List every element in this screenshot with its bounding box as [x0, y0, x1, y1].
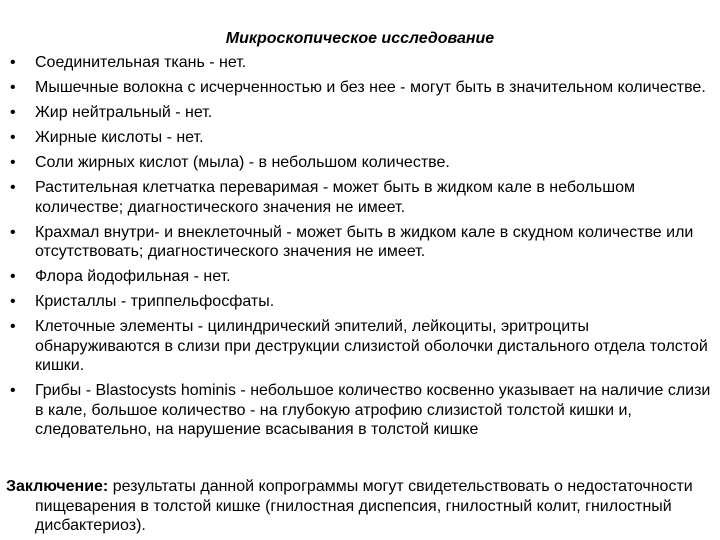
- bullet-icon: •: [10, 382, 16, 399]
- bullet-icon: •: [10, 179, 16, 196]
- list-item-text: Соединительная ткань - нет.: [35, 54, 247, 71]
- bullet-icon: •: [10, 223, 16, 241]
- list-item-text: Флора йодофильная - нет.: [35, 268, 231, 285]
- conclusion-label: Заключение:: [6, 478, 109, 495]
- list-item: [0, 178, 716, 217]
- list-item-text: Жирные кислоты - нет.: [35, 129, 204, 146]
- list-item-text: Кристаллы - триппельфосфаты.: [35, 293, 275, 310]
- list-item: [0, 78, 716, 98]
- list-item: [0, 381, 716, 440]
- list-item: [0, 53, 716, 73]
- list-item-text: Мышечные волокна с исчерченностью и без нее - могут быть в значительном количестве.: [35, 79, 706, 96]
- list-item-text: Клеточные элементы - цилиндрический эпителий, лейкоциты, эритроциты обнаруживаются в слизи при деструкции слизистой оболочки дистального отдела толстой кишки.: [35, 318, 708, 374]
- list-item: [0, 317, 716, 376]
- list-item: [0, 223, 716, 262]
- list-item: [0, 292, 716, 312]
- conclusion-text: результаты данной копрограммы могут свидетельствовать о недостаточности пищеварения в толстой кишке (гнилостная диспепсия, гнилостный колит, гнилостный дисбактериоз).: [35, 478, 693, 534]
- bullet-icon: •: [10, 54, 16, 71]
- bullet-icon: •: [10, 129, 16, 146]
- bullet-icon: •: [10, 318, 16, 335]
- list-item-text: Растительная клетчатка переваримая - может быть в жидком кале в небольшом количестве; диагностического значения не имеет.: [35, 179, 635, 216]
- bullet-icon: •: [10, 104, 16, 121]
- list-item: [0, 128, 716, 148]
- list-item-text: Крахмал внутри- и внеклеточный - может быть в жидком кале в скудном количестве или отсутствовать; диагностического значения не имеет.: [35, 223, 694, 260]
- bullet-icon: •: [10, 293, 16, 310]
- list-item-text: Соли жирных кислот (мыла) - в небольшом количестве.: [35, 154, 450, 171]
- bullet-icon: •: [10, 154, 16, 171]
- slide-title: Микроскопическое исследование: [225, 30, 495, 47]
- bullet-icon: •: [10, 268, 16, 285]
- list-item-text: Жир нейтральный - нет.: [35, 104, 213, 121]
- list-item-text: Грибы - Blastocysts hominis - небольшое количество косвенно указывает на наличие слизи в кале, большое количество - на глубокую атрофию слизистой толстой кишки и, следовательно, на нарушение всасывания в толстой кишке: [35, 382, 711, 438]
- list-item: [0, 267, 716, 287]
- conclusion: [0, 477, 716, 536]
- findings-list: [0, 53, 716, 445]
- list-item: [0, 103, 716, 123]
- bullet-icon: •: [10, 79, 16, 96]
- list-item: [0, 153, 716, 173]
